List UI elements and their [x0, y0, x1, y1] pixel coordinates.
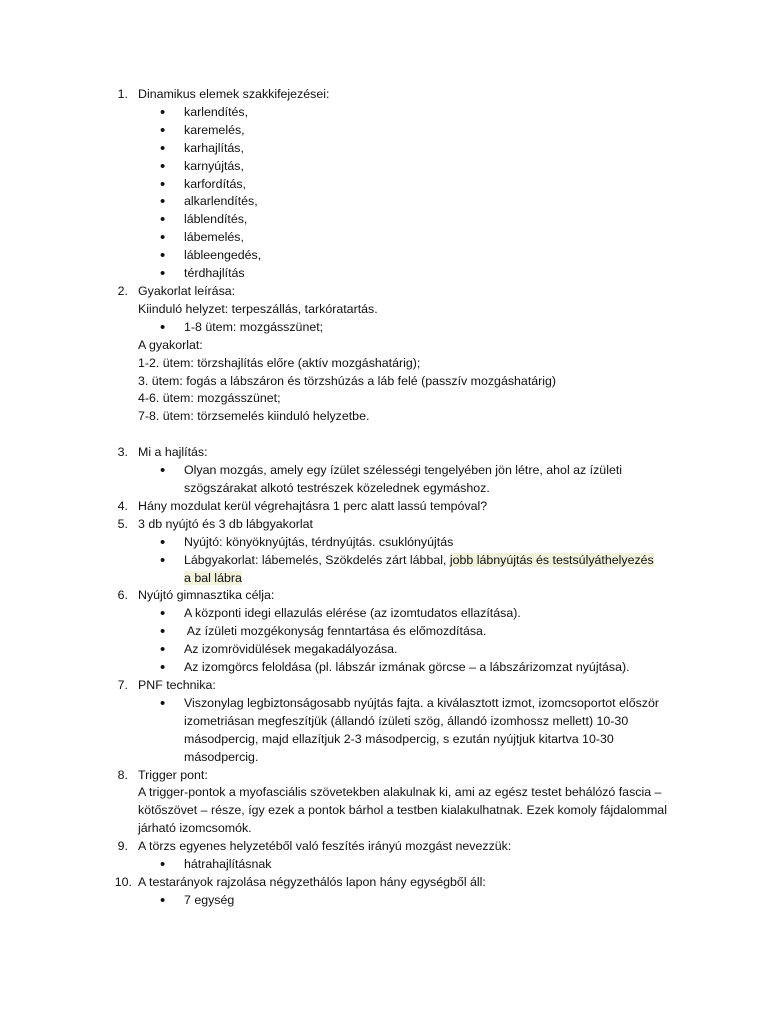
- exercise-line: 7-8. ütem: törzsemelés kiinduló helyzetbe.: [138, 409, 370, 424]
- item-number: 9.: [117, 839, 128, 854]
- exercise-line: 4-6. ütem: mozgásszünet;: [138, 391, 281, 406]
- question-1: [0, 86, 768, 283]
- item-title: A törzs egyenes helyzetéből való feszítés irányú mozgást nevezzük:: [138, 839, 512, 854]
- start-position-text: Kiinduló helyzet: terpeszállás, tarkóratartás.: [138, 301, 378, 316]
- question-3: [0, 444, 768, 498]
- list-item: • karnyújtás,: [0, 158, 768, 176]
- trigger-point-text: A trigger-pontok a myofasciális szövetekben alakulnak ki, ami az egész testet behálózó fascia – kötőszövet – része, így ezek a pontok bárhol a testben kialakulhatnak. Ezek komoly fájdalommal járható izomcsomók.: [138, 785, 667, 836]
- item-title: Mi a hajlítás:: [138, 445, 208, 460]
- item-number: 1.: [117, 87, 128, 101]
- question-4: [0, 498, 768, 516]
- exercise-line: 1-2. ütem: törzshajlítás előre (aktív mozgáshatárig);: [138, 355, 421, 370]
- question-6: [0, 587, 768, 677]
- list-item: • láblendítés,: [0, 211, 768, 229]
- list-item: • Olyan mozgás, amely egy ízület szélességi tengelyében jön létre, ahol az ízületi szögszárakat alkotó testrészek közelednek egymáshoz.: [0, 462, 768, 498]
- question-9: [0, 838, 768, 874]
- item-title: Dinamikus elemek szakkifejezései:: [138, 87, 330, 101]
- list-item: • hátrahajlításnak: [0, 856, 768, 874]
- list-item: • lábleengedés,: [0, 247, 768, 265]
- highlighted-text: jobb lábnyújtás és testsúlyáthelyezés: [449, 552, 654, 567]
- item-title: Gyakorlat leírása:: [138, 283, 236, 298]
- bullet-list: [0, 856, 768, 874]
- question-7: [0, 677, 768, 767]
- item-title: Nyújtó gimnasztika célja:: [138, 588, 275, 603]
- list-item: • karemelés,: [0, 122, 768, 140]
- exercise-line: A gyakorlat:: [138, 337, 203, 352]
- bullet-list: [0, 104, 768, 283]
- item-title: 3 db nyújtó és 3 db lábgyakorlat: [138, 516, 313, 531]
- list-item: • Az ízületi mozgékonyság fenntartása és előmozdítása.: [0, 623, 768, 641]
- bullet-list: [0, 319, 768, 337]
- item-title: PNF technika:: [138, 678, 216, 692]
- item-number: 2.: [117, 283, 128, 298]
- item-number: 4.: [117, 498, 128, 513]
- list-item: • 7 egység: [0, 892, 768, 910]
- item-title: Trigger pont:: [138, 767, 208, 782]
- list-item: • lábemelés,: [0, 229, 768, 247]
- item-number: 6.: [117, 588, 128, 603]
- question-8: [0, 767, 768, 839]
- list-item: • karfordítás,: [0, 176, 768, 194]
- item-number: 5.: [117, 516, 128, 531]
- list-item: • karhajlítás,: [0, 140, 768, 158]
- item-number: 10.: [114, 874, 132, 889]
- item-number: 7.: [117, 678, 128, 692]
- item-title: A testarányok rajzolása négyzethálós lapon hány egységből áll:: [138, 874, 486, 889]
- bullet-list: [0, 605, 768, 677]
- document-page: [0, 86, 768, 910]
- list-item: • Lábgyakorlat: lábemelés, Szökdelés zárt lábbal, jobb lábnyújtás és testsúlyáthelyezés a bal lábra: [0, 552, 768, 588]
- list-item: • Az izomgörcs feloldása (pl. lábszár izmának görcse – a lábszárizomzat nyújtása).: [0, 659, 768, 677]
- bullet-list: [0, 892, 768, 910]
- list-item: • A központi idegi ellazulás elérése (az izomtudatos ellazítása).: [0, 605, 768, 623]
- question-10: [0, 874, 768, 910]
- list-item: • Nyújtó: könyöknyújtás, térdnyújtás. csuklónyújtás: [0, 534, 768, 552]
- item-number: 8.: [117, 767, 128, 782]
- question-5: [0, 516, 768, 588]
- highlighted-text: a bal lábra: [184, 570, 242, 585]
- question-2: [0, 283, 768, 426]
- bullet-list: [0, 534, 768, 588]
- list-item: • karlendítés,: [0, 104, 768, 122]
- list-item: • alkarlendítés,: [0, 193, 768, 211]
- list-item: • Az izomrövidülések megakadályozása.: [0, 641, 768, 659]
- exercise-line: 3. ütem: fogás a lábszáron és törzshúzás a láb felé (passzív mozgáshatárig): [138, 373, 557, 388]
- bullet-list: [0, 695, 768, 767]
- bullet-list: [0, 462, 768, 498]
- blank-line: [0, 426, 768, 444]
- item-number: 3.: [117, 445, 128, 460]
- item-title: Hány mozdulat kerül végrehajtásra 1 perc alatt lassú tempóval?: [138, 498, 488, 513]
- list-item: • Viszonylag legbiztonságosabb nyújtás fajta. a kiválasztott izmot, izomcsoportot először izometriásan megfeszítjük (állandó ízületi szög, állandó izomhossz mellett) 10-30 másodpercig, majd ellazítjuk 2-3 másodpercig, s ezután nyújtjuk kitartva 10-30 másodpercig.: [0, 695, 768, 767]
- list-item: • 1-8 ütem: mozgásszünet;: [0, 319, 768, 337]
- list-item: • térdhajlítás: [0, 265, 768, 283]
